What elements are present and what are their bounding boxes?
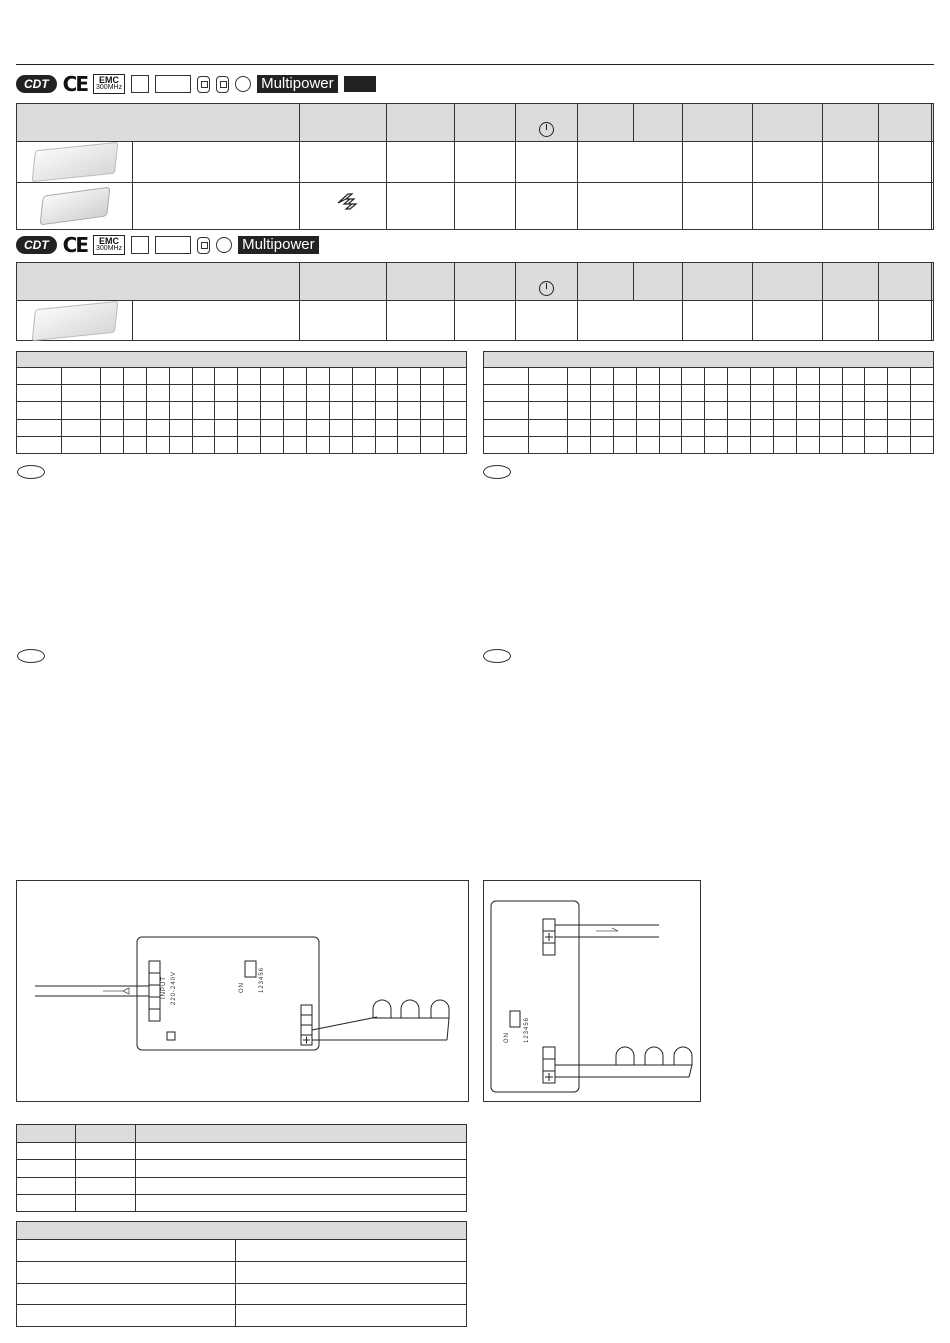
table-row <box>17 1160 467 1177</box>
table-row <box>17 1283 467 1305</box>
settings-table <box>16 1221 467 1327</box>
grid-row <box>17 368 467 385</box>
grid-row <box>17 419 467 436</box>
table-row <box>17 1261 467 1283</box>
table-row <box>17 1240 467 1262</box>
direction-arrow-icon <box>300 183 386 224</box>
grid-row <box>17 385 467 402</box>
certification-logos-2 <box>16 233 319 257</box>
black-mark <box>344 76 376 92</box>
blank-mark-box-wide <box>155 236 191 254</box>
language-badge <box>483 465 511 479</box>
clock-icon <box>539 122 554 137</box>
input-label: INPUT <box>161 976 167 999</box>
legend-table <box>16 1124 467 1212</box>
certification-logos-1 <box>16 72 376 96</box>
grid-row <box>17 402 467 419</box>
blank-mark-box <box>131 75 149 93</box>
grid-row <box>484 385 934 402</box>
circle-mark <box>235 76 251 92</box>
voltage-label: 220-240V <box>171 970 177 1005</box>
product-image <box>31 300 118 340</box>
language-badge <box>17 649 45 663</box>
multipower-logo: Multipower <box>257 75 338 93</box>
table-row <box>17 301 934 341</box>
table-row <box>17 1194 467 1211</box>
language-badge <box>17 465 45 479</box>
product-table-1 <box>16 103 934 230</box>
language-badge <box>483 649 511 663</box>
clock-icon <box>539 281 554 296</box>
ce-mark: CE <box>62 72 88 96</box>
multipower-logo: Multipower <box>238 236 319 254</box>
grid-row <box>484 419 934 436</box>
plug-icon <box>197 76 210 93</box>
product-image <box>31 142 118 182</box>
spec-grid-right <box>483 351 934 454</box>
lamp-icon <box>216 76 229 93</box>
product-image <box>39 187 110 226</box>
product-table-2 <box>16 262 934 341</box>
grid-row <box>484 368 934 385</box>
dip-on-label: ON <box>504 1032 510 1043</box>
table-row <box>17 1143 467 1160</box>
grid-row <box>484 402 934 419</box>
blank-mark-box-wide <box>155 75 191 93</box>
emc-logo: EMC 300MHz <box>93 235 125 255</box>
top-rule <box>16 64 934 65</box>
emc-logo: EMC 300MHz <box>93 74 125 94</box>
blank-mark-box <box>131 236 149 254</box>
table-row <box>17 1305 467 1327</box>
wiring-diagram-1 <box>16 880 469 1102</box>
grid-row <box>484 436 934 453</box>
dip-on-label: ON <box>239 982 245 993</box>
dip-numbers: 123456 <box>259 966 265 993</box>
plug-icon <box>197 237 210 254</box>
dip-numbers: 123456 <box>524 1016 530 1043</box>
table-row <box>17 142 934 183</box>
wiring-diagram-2 <box>483 880 701 1102</box>
table-row <box>17 1177 467 1194</box>
circle-mark <box>216 237 232 253</box>
cdt-logo: CDT <box>16 75 57 93</box>
cdt-logo: CDT <box>16 236 57 254</box>
ce-mark: CE <box>62 233 88 257</box>
table-row <box>17 183 934 230</box>
spec-grid-left <box>16 351 467 454</box>
grid-row <box>17 436 467 453</box>
